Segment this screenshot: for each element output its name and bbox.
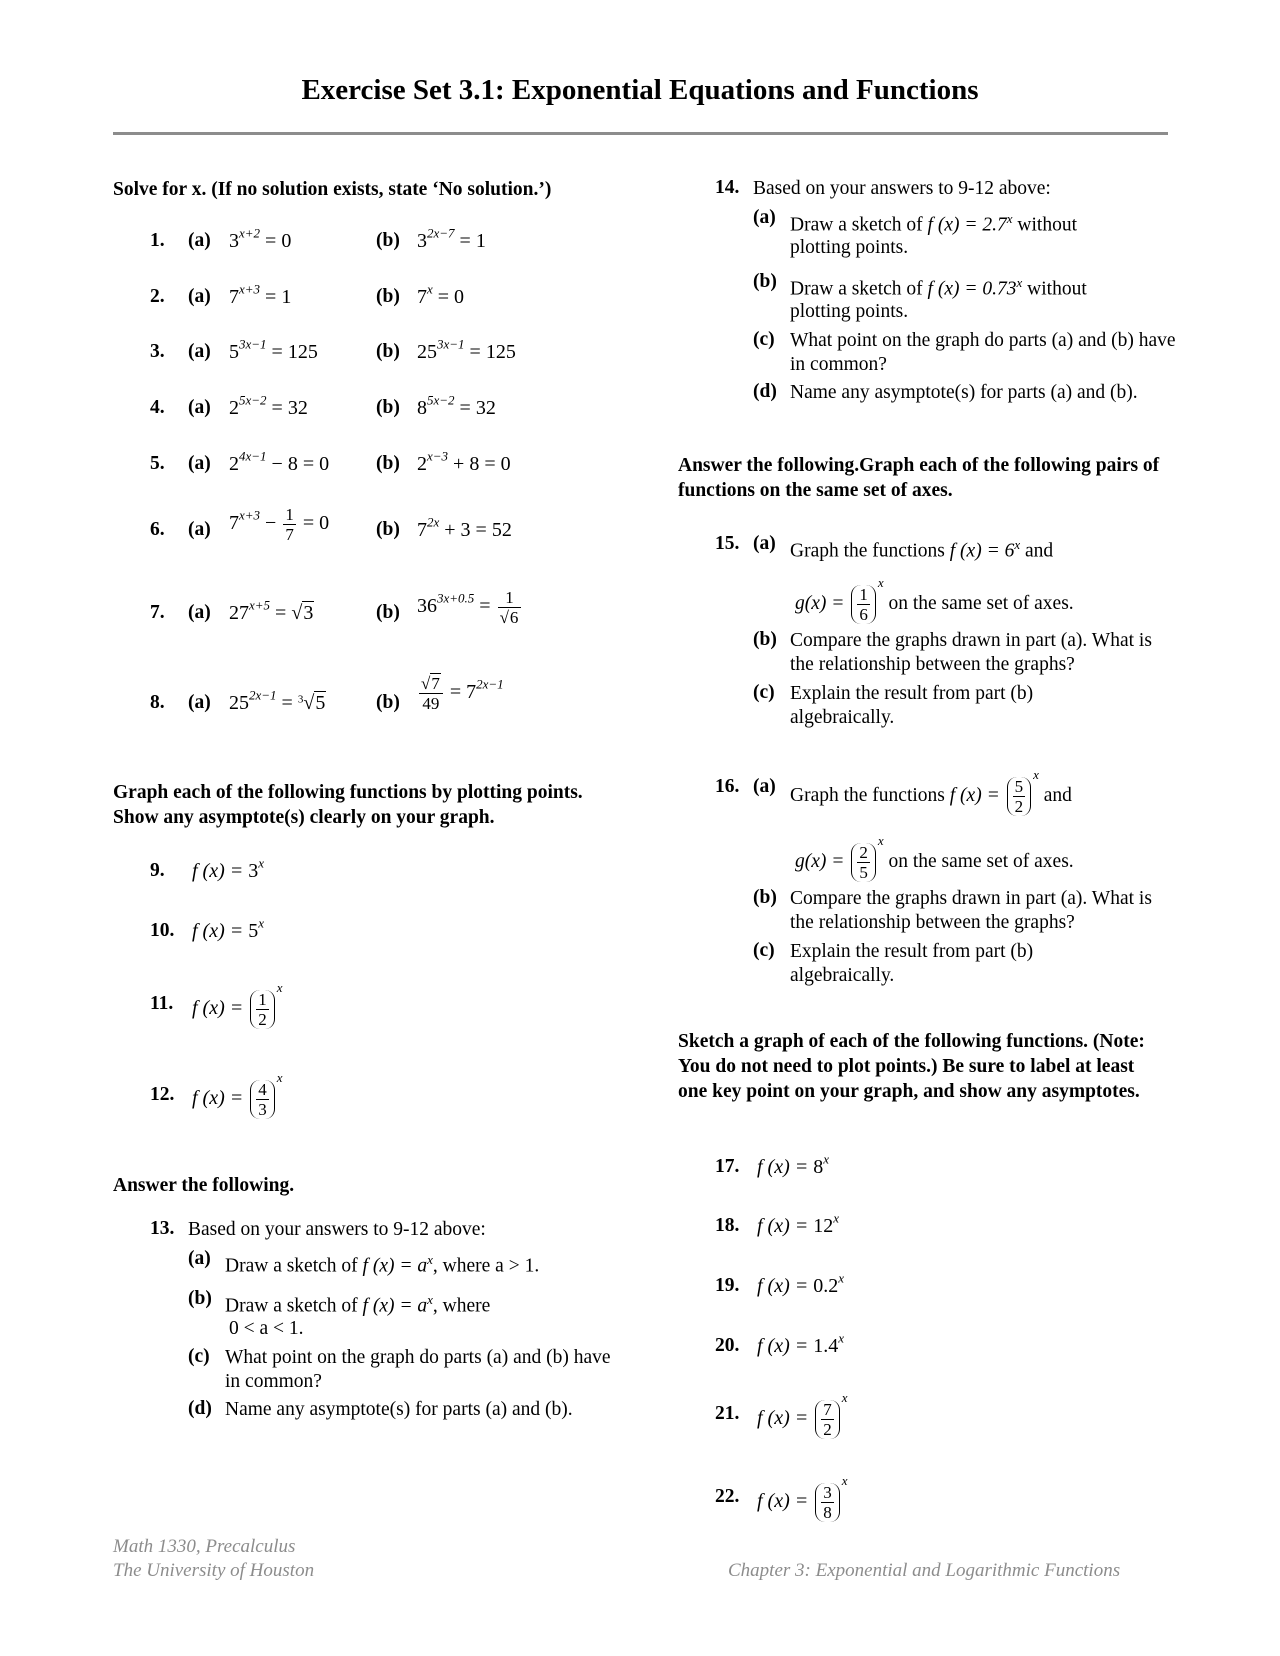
function-17: f $(x) = 8^x$ <box>757 1151 830 1178</box>
equation-3a: $5^{3x-1} = 125$ <box>229 336 318 363</box>
problem-number: 9. <box>150 860 165 881</box>
problem-number: 8. <box>150 692 165 713</box>
problem-number: 7. <box>150 602 165 623</box>
part-label: (a) <box>188 230 211 251</box>
problem-number: 10. <box>150 920 175 941</box>
problem-14a-line2: plotting points. <box>790 237 909 258</box>
problem-14c: What point on the graph do parts (a) and (b) have in common? <box>790 330 1176 375</box>
equation-2a: $7^{x+3} = 1$ <box>229 281 292 308</box>
part-label: (c) <box>753 329 775 350</box>
part-label: (a) <box>188 286 211 307</box>
problem-14b-line2: plotting points. <box>790 301 909 322</box>
problem-number: 15. <box>715 533 740 554</box>
graph-plot-heading: Graph each of the following functions by plotting points. Show any asymptote(s) clearly on your graph. <box>113 782 583 828</box>
part-label: (a) <box>188 397 211 418</box>
problem-number: 20. <box>715 1335 740 1356</box>
sketch-heading: Sketch a graph of each of the following functions. (Note: You do not need to plot points.) Be sure to label at least one key point on your graph, and show any asymptotes. <box>678 1031 1145 1102</box>
part-label: (a) <box>188 692 211 713</box>
part-label: (c) <box>753 940 775 961</box>
page-title: Exercise Set 3.1: Exponential Equations and Functions <box>301 74 979 106</box>
equation-2b: $7^x = 0$ <box>417 281 465 308</box>
function-20: f $(x) = 1.4^x$ <box>757 1330 845 1357</box>
problem-number: 18. <box>715 1215 740 1236</box>
part-label: (a) <box>753 207 776 228</box>
problem-number: 16. <box>715 776 740 797</box>
function-10: f $(x) = 5^x$ <box>192 915 265 942</box>
problem-14b: Draw a sketch of f $(x) = 0.73^x$ without <box>790 275 1087 300</box>
equation-7b: $36^{3x+0.5}$ = $\frac{1}{√6}$ <box>417 588 523 627</box>
problem-number: 4. <box>150 397 165 418</box>
problem-number: 1. <box>150 230 165 251</box>
problem-number: 3. <box>150 341 165 362</box>
function-21: f (x) = $\frac{7}{2}$ $^x$ <box>757 1390 848 1439</box>
problem-16-g: g(x) = $\frac{2}{5}$ $^x$ on the same set of axes. <box>795 833 1074 883</box>
part-label: (c) <box>188 1346 210 1367</box>
problem-number: 19. <box>715 1275 740 1296</box>
part-label: (b) <box>376 286 400 307</box>
problem-number: 11. <box>150 993 174 1014</box>
problem-16b: Compare the graphs drawn in part (a). What is the relationship between the graphs? <box>790 888 1152 933</box>
part-label: (b) <box>753 271 777 292</box>
part-label: (b) <box>376 602 400 623</box>
footer-chapter: Chapter 3: Exponential and Logarithmic Functions <box>728 1560 1121 1581</box>
problem-15a: Graph the functions f $(x) = 6^x$ and <box>790 537 1054 562</box>
equation-8a: $25^{2x-1} = ^3√5$ <box>229 687 326 714</box>
problem-number: 14. <box>715 177 740 198</box>
problem-13c: What point on the graph do parts (a) and (b) have in common? <box>225 1347 611 1392</box>
problem-number: 21. <box>715 1403 740 1424</box>
pairs-heading: Answer the following.Graph each of the following pairs of functions on the same set of axes. <box>678 455 1160 501</box>
problem-number: 2. <box>150 286 165 307</box>
problem-number: 12. <box>150 1084 175 1105</box>
part-label: (b) <box>753 887 777 908</box>
function-12: f (x) = $\frac{4}{3}$ $^x$ <box>192 1070 283 1119</box>
function-22: f (x) = $\frac{3}{8}$ $^x$ <box>757 1473 848 1522</box>
equation-1b: $3^{2x-7} = 1$ <box>417 225 486 252</box>
part-label: (c) <box>753 682 775 703</box>
problem-number: 17. <box>715 1156 740 1177</box>
function-19: f $(x) = 0.2^x$ <box>757 1270 845 1297</box>
problem-13b: Draw a sketch of f $(x) = a^x$, where <box>225 1292 491 1317</box>
problem-14d: Name any asymptote(s) for parts (a) and (b). <box>790 382 1138 403</box>
equation-7a: $27^{x+5} = √3$ <box>229 597 314 624</box>
part-label: (a) <box>188 519 211 540</box>
answer-heading: Answer the following. <box>113 1175 295 1196</box>
part-label: (a) <box>188 1248 211 1269</box>
solve-heading: Solve for x. (If no solution exists, state ‘No solution.’) <box>113 179 552 200</box>
problem-15-g: g(x) = $\frac{1}{6}$ $^x$ on the same set of axes. <box>795 575 1074 625</box>
problem-13-intro: Based on your answers to 9-12 above: <box>188 1219 486 1240</box>
part-label: (a) <box>188 341 211 362</box>
equation-6a: $7^{x+3}$ − $\frac{1}{7}$ = 0 <box>229 505 330 544</box>
part-label: (a) <box>753 533 776 554</box>
part-label: (b) <box>376 230 400 251</box>
part-label: (a) <box>188 453 211 474</box>
part-label: (b) <box>376 453 400 474</box>
part-label: (a) <box>188 602 211 623</box>
equation-4b: $8^{5x-2} = 32$ <box>417 392 496 419</box>
problem-15b: Compare the graphs drawn in part (a). What is the relationship between the graphs? <box>790 630 1152 675</box>
problem-number: 13. <box>150 1218 175 1239</box>
part-label: (b) <box>376 692 400 713</box>
equation-4a: $2^{5x-2} = 32$ <box>229 392 308 419</box>
equation-5b: $2^{x-3} + 8 = 0$ <box>417 448 511 475</box>
problem-number: 6. <box>150 519 165 540</box>
equation-3b: $25^{3x-1} = 125$ <box>417 336 516 363</box>
part-label: (d) <box>188 1398 212 1419</box>
problem-number: 5. <box>150 453 165 474</box>
equation-5a: $2^{4x-1} - 8 = 0$ <box>229 448 330 475</box>
part-label: (d) <box>753 381 777 402</box>
problem-13d: Name any asymptote(s) for parts (a) and (b). <box>225 1399 573 1420</box>
problem-16c: Explain the result from part (b) algebraically. <box>790 941 1034 986</box>
part-label: (b) <box>753 629 777 650</box>
problem-15c: Explain the result from part (b) algebraically. <box>790 683 1034 728</box>
title-rule <box>113 132 1168 135</box>
problem-13b-line2: 0 < a < 1. <box>229 1318 304 1339</box>
part-label: (b) <box>188 1288 212 1309</box>
part-label: (a) <box>753 776 776 797</box>
footer-course: Math 1330, Precalculus <box>113 1536 296 1557</box>
equation-8b: $\frac{√7}{49}$ = $7^{2x-1}$ <box>421 674 504 713</box>
part-label: (b) <box>376 397 400 418</box>
problem-14-intro: Based on your answers to 9-12 above: <box>753 178 1051 199</box>
equation-6b: $7^{2x} + 3 = 52$ <box>417 514 512 541</box>
problem-number: 22. <box>715 1486 740 1507</box>
function-9: f $(x) = 3^x$ <box>192 855 265 882</box>
footer-university: The University of Houston <box>113 1560 315 1581</box>
function-11: f (x) = $\frac{1}{2}$ $^x$ <box>192 980 283 1029</box>
function-18: f $(x) = 12^x$ <box>757 1210 840 1237</box>
equation-1a: $3^{x+2} = 0$ <box>229 225 292 252</box>
problem-16a: Graph the functions f (x) = $\frac{5}{2}$ $^x$ and <box>790 767 1072 817</box>
problem-13a: Draw a sketch of f $(x) = a^x$, where a > 1. <box>225 1252 540 1277</box>
part-label: (b) <box>376 519 400 540</box>
part-label: (b) <box>376 341 400 362</box>
problem-14a: Draw a sketch of f $(x) = 2.7^x$ without <box>790 211 1077 236</box>
